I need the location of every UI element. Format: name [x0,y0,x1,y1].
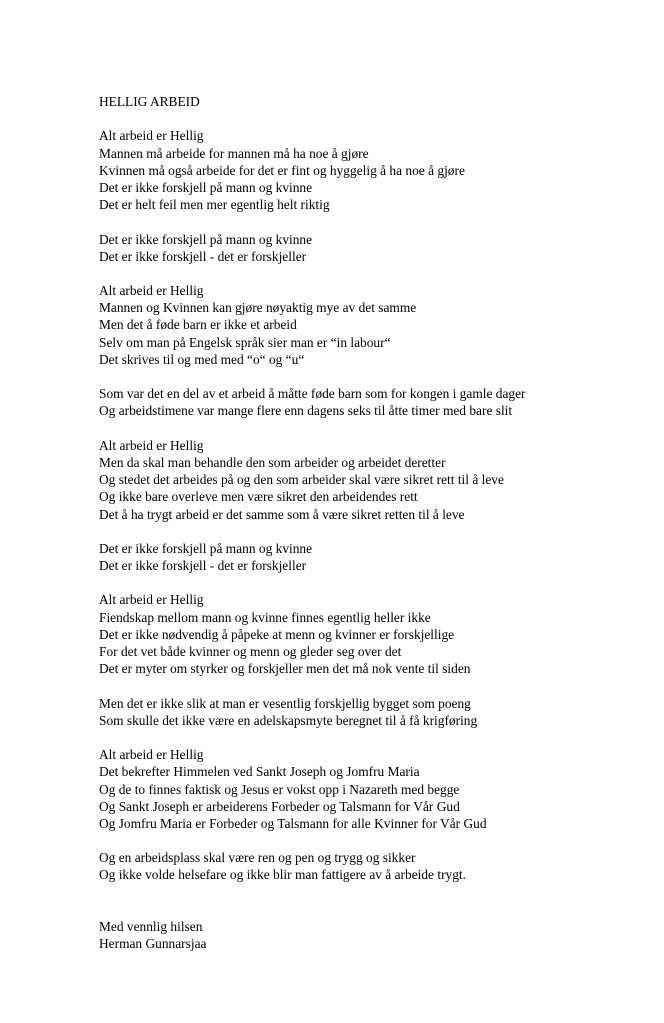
poem-line: Selv om man på Engelsk språk sier man er “in labour“ [99,334,391,350]
stanza [99,385,649,419]
stanza [99,849,649,883]
stanza [99,282,649,368]
author-name: Herman Gunnarsjaa [99,936,207,952]
poem-line: Men da skal man behandle den som arbeider og arbeidet deretter [99,454,446,470]
stanza [99,540,649,574]
poem-line: Og en arbeidsplass skal være ren og pen og trygg og sikker [99,850,416,866]
signature-block [99,918,649,952]
stanza [99,231,649,265]
poem-line: Men det å føde barn er ikke et arbeid [99,317,297,333]
poem-line: Som var det en del av et arbeid å måtte føde barn som for kongen i gamle dager [99,386,526,402]
stanza [99,591,649,677]
poem-body [99,93,649,952]
poem-line: Kvinnen må også arbeide for det er fint og hyggelig å ha noe å gjøre [99,162,465,178]
poem-line: Og arbeidstimene var mange flere enn dagens seks til åtte timer med bare slit [99,403,513,419]
poem-line: Mannen og Kvinnen kan gjøre nøyaktig mye av det samme [99,300,417,316]
document-title: HELLIG ARBEID [99,94,200,109]
poem-line: Som skulle det ikke være en adelskapsmyte beregnet til å få krigføring [99,712,478,728]
poem-line: Det er ikke forskjell på mann og kvinne [99,540,313,556]
poem-line: Det å ha trygt arbeid er det samme som å være sikret retten til å leve [99,506,465,522]
poem-line: Det er myter om styrker og forskjeller men det må nok vente til siden [99,661,471,677]
closing-line: Med vennlig hilsen [99,919,203,934]
poem-line: Det er ikke forskjell på mann og kvinne [99,179,313,195]
stanza-list [99,127,649,883]
stanza [99,437,649,523]
poem-line: Det er ikke forskjell - det er forskjeller [99,248,307,264]
stanza [99,695,649,729]
poem-line: Og de to finnes faktisk og Jesus er vokst opp i Nazareth med begge [99,781,460,797]
poem-line: Det er helt feil men mer egentlig helt riktig [99,197,330,213]
poem-line: Og Jomfru Maria er Forbeder og Talsmann for alle Kvinner for Vår Gud [99,815,487,831]
poem-line: Og ikke volde helsefare og ikke blir man fattigere av å arbeide trygt. [99,867,466,883]
poem-line: Det skrives til og med med “o“ og “u“ [99,351,305,367]
poem-line: Det er ikke nødvendig å påpeke at menn og kvinner er forskjellige [99,626,455,642]
stanza [99,746,649,832]
poem-line: Og Sankt Joseph er arbeiderens Forbeder og Talsmann for Vår Gud [99,798,460,814]
poem-line: Alt arbeid er Hellig [99,128,204,144]
stanza [99,127,649,213]
poem-line: Alt arbeid er Hellig [99,747,204,763]
poem-line: Det er ikke forskjell - det er forskjeller [99,558,307,574]
poem-line: Og ikke bare overleve men være sikret den arbeidendes rett [99,489,418,505]
poem-line: Fiendskap mellom mann og kvinne finnes egentlig heller ikke [99,609,431,625]
poem-line: Alt arbeid er Hellig [99,283,204,299]
poem-line: Alt arbeid er Hellig [99,592,204,608]
poem-line: For det vet både kvinner og menn og gleder seg over det [99,644,402,659]
poem-line: Alt arbeid er Hellig [99,437,204,453]
poem-line: Men det er ikke slik at man er vesentlig forskjellig bygget som poeng [99,695,471,711]
poem-line: Mannen må arbeide for mannen må ha noe å gjøre [99,145,369,161]
signature-spacer [99,901,649,918]
poem-line: Og stedet det arbeides på og den som arbeider skal være sikret rett til å leve [99,472,504,488]
poem-line: Det er ikke forskjell på mann og kvinne [99,231,313,247]
poem-line: Det bekrefter Himmelen ved Sankt Joseph og Jomfru Maria [99,764,420,780]
